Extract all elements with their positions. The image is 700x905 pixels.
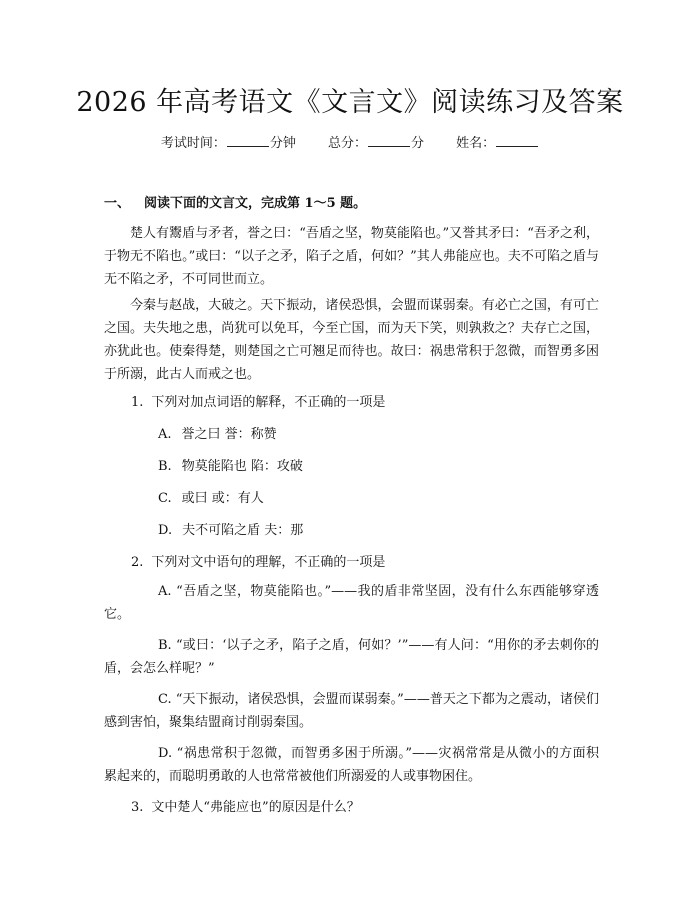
section-number: 一、 xyxy=(104,196,131,211)
student-name-blank[interactable] xyxy=(496,146,538,147)
question-1-option-d[interactable] xyxy=(158,519,303,538)
question-number: 2. xyxy=(131,555,144,570)
option-letter: D. xyxy=(158,523,173,538)
option-letter: C. xyxy=(158,692,172,707)
question-stem: 文中楚人“弗能应也”的原因是什么？ xyxy=(151,800,360,815)
option-text: “或曰：‘以子之矛，陷子之盾，何如？’”——有人问：“用你的矛去刺你的盾，会怎么样呢？” xyxy=(104,638,600,676)
question-number: 3. xyxy=(131,800,144,815)
question-stem: 下列对文中语句的理解，不正确的一项是 xyxy=(151,555,386,570)
question-2-option-a[interactable] xyxy=(104,580,599,626)
option-text: 誉之曰 誉：称赞 xyxy=(181,427,277,442)
exam-time-unit: 分钟 xyxy=(269,136,296,151)
option-text: 物莫能陷也 陷：攻破 xyxy=(181,459,303,474)
question-2-option-d[interactable] xyxy=(104,742,599,788)
question-2 xyxy=(131,551,385,570)
question-stem: 下列对加点词语的解释，不正确的一项是 xyxy=(151,395,386,410)
option-text: 夫不可陷之盾 夫：那 xyxy=(182,523,304,538)
question-2-option-c[interactable] xyxy=(104,688,599,734)
section-heading xyxy=(104,192,366,211)
option-letter: C. xyxy=(158,491,172,506)
question-1-option-c[interactable] xyxy=(158,487,264,506)
question-1 xyxy=(131,391,385,410)
question-1-option-b[interactable] xyxy=(158,455,303,474)
exam-time-blank[interactable] xyxy=(227,146,269,147)
option-letter: B. xyxy=(158,638,172,653)
exam-info-line xyxy=(0,132,700,151)
option-text: 或曰 或：有人 xyxy=(181,491,264,506)
option-letter: A. xyxy=(158,427,172,442)
option-letter: A. xyxy=(158,584,172,599)
option-text: “天下振动，诸侯恐惧，会盟而谋弱秦。”——普天之下都为之震动，诸侯们感到害怕，聚集结盟商讨削弱秦国。 xyxy=(104,692,599,730)
total-score-field xyxy=(328,136,424,151)
section-instruction: 阅读下面的文言文，完成第 1～5 题。 xyxy=(144,196,367,211)
student-name-field xyxy=(456,136,539,151)
page-title: 2026 年高考语文《文言文》阅读练习及答案 xyxy=(76,87,624,118)
question-3 xyxy=(131,796,360,815)
total-score-label: 总分： xyxy=(327,136,367,151)
question-2-option-b[interactable] xyxy=(104,634,599,680)
passage-paragraph-2: 今秦与赵战，大破之。天下振动，诸侯恐惧，会盟而谋弱秦。有必亡之国，有可亡之国。夫失地之患，尚犹可以免耳，今至亡国，而为天下笑，则孰救之？夫存亡之国，亦犹此也。使秦得楚，则楚国之亡可翘足而待也。故曰：祸患常积于忽微，而智勇多困于所溺，此古人而戒之也。 xyxy=(104,298,599,382)
total-score-unit: 分 xyxy=(411,136,425,151)
student-name-label: 姓名： xyxy=(456,136,496,151)
option-letter: B. xyxy=(158,459,172,474)
exam-time-field xyxy=(161,136,296,151)
question-number: 1. xyxy=(131,395,144,410)
exam-time-label: 考试时间： xyxy=(160,136,226,151)
total-score-blank[interactable] xyxy=(368,146,410,147)
option-text: “吾盾之坚，物莫能陷也。”——我的盾非常坚固，没有什么东西能够穿透它。 xyxy=(104,584,599,622)
passage-paragraph-1: 楚人有鬻盾与矛者，誉之曰：“吾盾之坚，物莫能陷也。”又誉其矛曰：“吾矛之利，于物无不陷也。”或曰：“以子之矛，陷子之盾，何如？”其人弗能应也。夫不可陷之盾与无不陷之矛，不可同世而立。 xyxy=(104,226,599,287)
option-text: “祸患常积于忽微，而智勇多困于所溺。”——灾祸常常是从微小的方面积累起来的，而聪明勇敢的人也常常被他们所溺爱的人或事物困住。 xyxy=(104,746,599,784)
question-1-option-a[interactable] xyxy=(158,423,277,442)
option-letter: D. xyxy=(158,746,173,761)
